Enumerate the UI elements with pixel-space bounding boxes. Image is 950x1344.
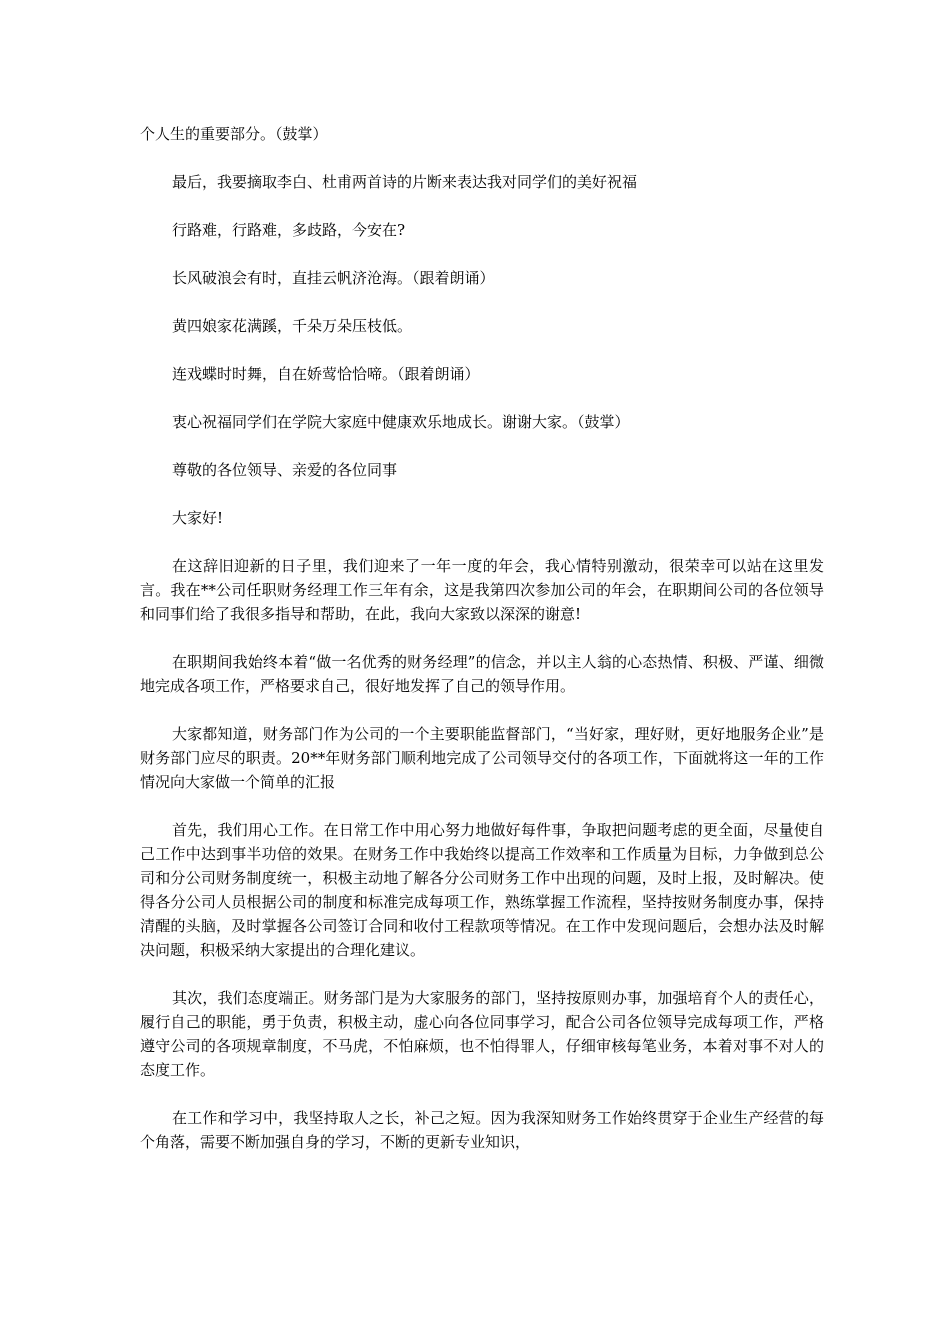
- paragraph: 个人生的重要部分。（鼓掌）: [140, 125, 328, 143]
- paragraph: 连戏蝶时时舞，自在娇莺恰恰啼。（跟着朗诵）: [172, 365, 480, 383]
- paragraph: 尊敬的各位领导、亲爱的各位同事: [172, 461, 398, 479]
- paragraph: 在这辞旧迎新的日子里，我们迎来了一年一度的年会，我心情特别激动，很荣幸可以站在这里发言。我在**公司任职财务经理工作三年有余，这是我第四次参加公司的年会，在职期间公司的各位领导和同事们给了我很多指导和帮助，在此，我向大家致以深深的谢意!: [140, 557, 824, 623]
- paragraph: 在职期间我始终本着“做一名优秀的财务经理”的信念，并以主人翁的心态热情、积极、严谨、细微地完成各项工作，严格要求自己，很好地发挥了自己的领导作用。: [140, 653, 824, 695]
- paragraph: 最后，我要摘取李白、杜甫两首诗的片断来表达我对同学们的美好祝福: [172, 173, 638, 191]
- paragraph: 首先，我们用心工作。在日常工作中用心努力地做好每件事，争取把问题考虑的更全面，尽量使自己工作中达到事半功倍的效果。在财务工作中我始终以提高工作效率和工作质量为目标，力争做到总公司和分公司财务制度统一，积极主动地了解各分公司财务工作中出现的问题，及时上报，及时解决。使得各分公司人员根据公司的制度和标准完成每项工作，熟练掌握工作流程，坚持按财务制度办事，保持清醒的头脑，及时掌握各公司签订合同和收付工程款项等情况。在工作中发现问题后，会想办法及时解决问题，积极采纳大家提出的合理化建议。: [140, 821, 824, 959]
- paragraph: 在工作和学习中，我坚持取人之长，补己之短。因为我深知财务工作始终贯穿于企业生产经营的每个角落，需要不断加强自身的学习，不断的更新专业知识，: [140, 1109, 824, 1151]
- paragraph: 衷心祝福同学们在学院大家庭中健康欢乐地成长。谢谢大家。（鼓掌）: [172, 413, 630, 431]
- paragraph: 长风破浪会有时，直挂云帆济沧海。（跟着朗诵）: [172, 269, 495, 287]
- document-body: [140, 122, 824, 1178]
- paragraph: 大家好!: [172, 509, 224, 527]
- paragraph: 其次，我们态度端正。财务部门是为大家服务的部门，坚持按原则办事，加强培育个人的责任心，履行自己的职能，勇于负责，积极主动，虚心向各位同事学习，配合公司各位领导完成每项工作，严格遵守公司的各项规章制度，不马虎，不怕麻烦，也不怕得罪人，仔细审核每笔业务，本着对事不对人的态度工作。: [140, 989, 824, 1079]
- paragraph: 行路难，行路难，多歧路，今安在?: [172, 221, 406, 239]
- paragraph: 黄四娘家花满蹊，千朵万朵压枝低。: [172, 317, 413, 335]
- paragraph: 大家都知道，财务部门作为公司的一个主要职能监督部门，“当好家，理好财，更好地服务企业”是财务部门应尽的职责。20**年财务部门顺利地完成了公司领导交付的各项工作，下面就将这一年的工作情况向大家做一个简单的汇报: [140, 725, 824, 791]
